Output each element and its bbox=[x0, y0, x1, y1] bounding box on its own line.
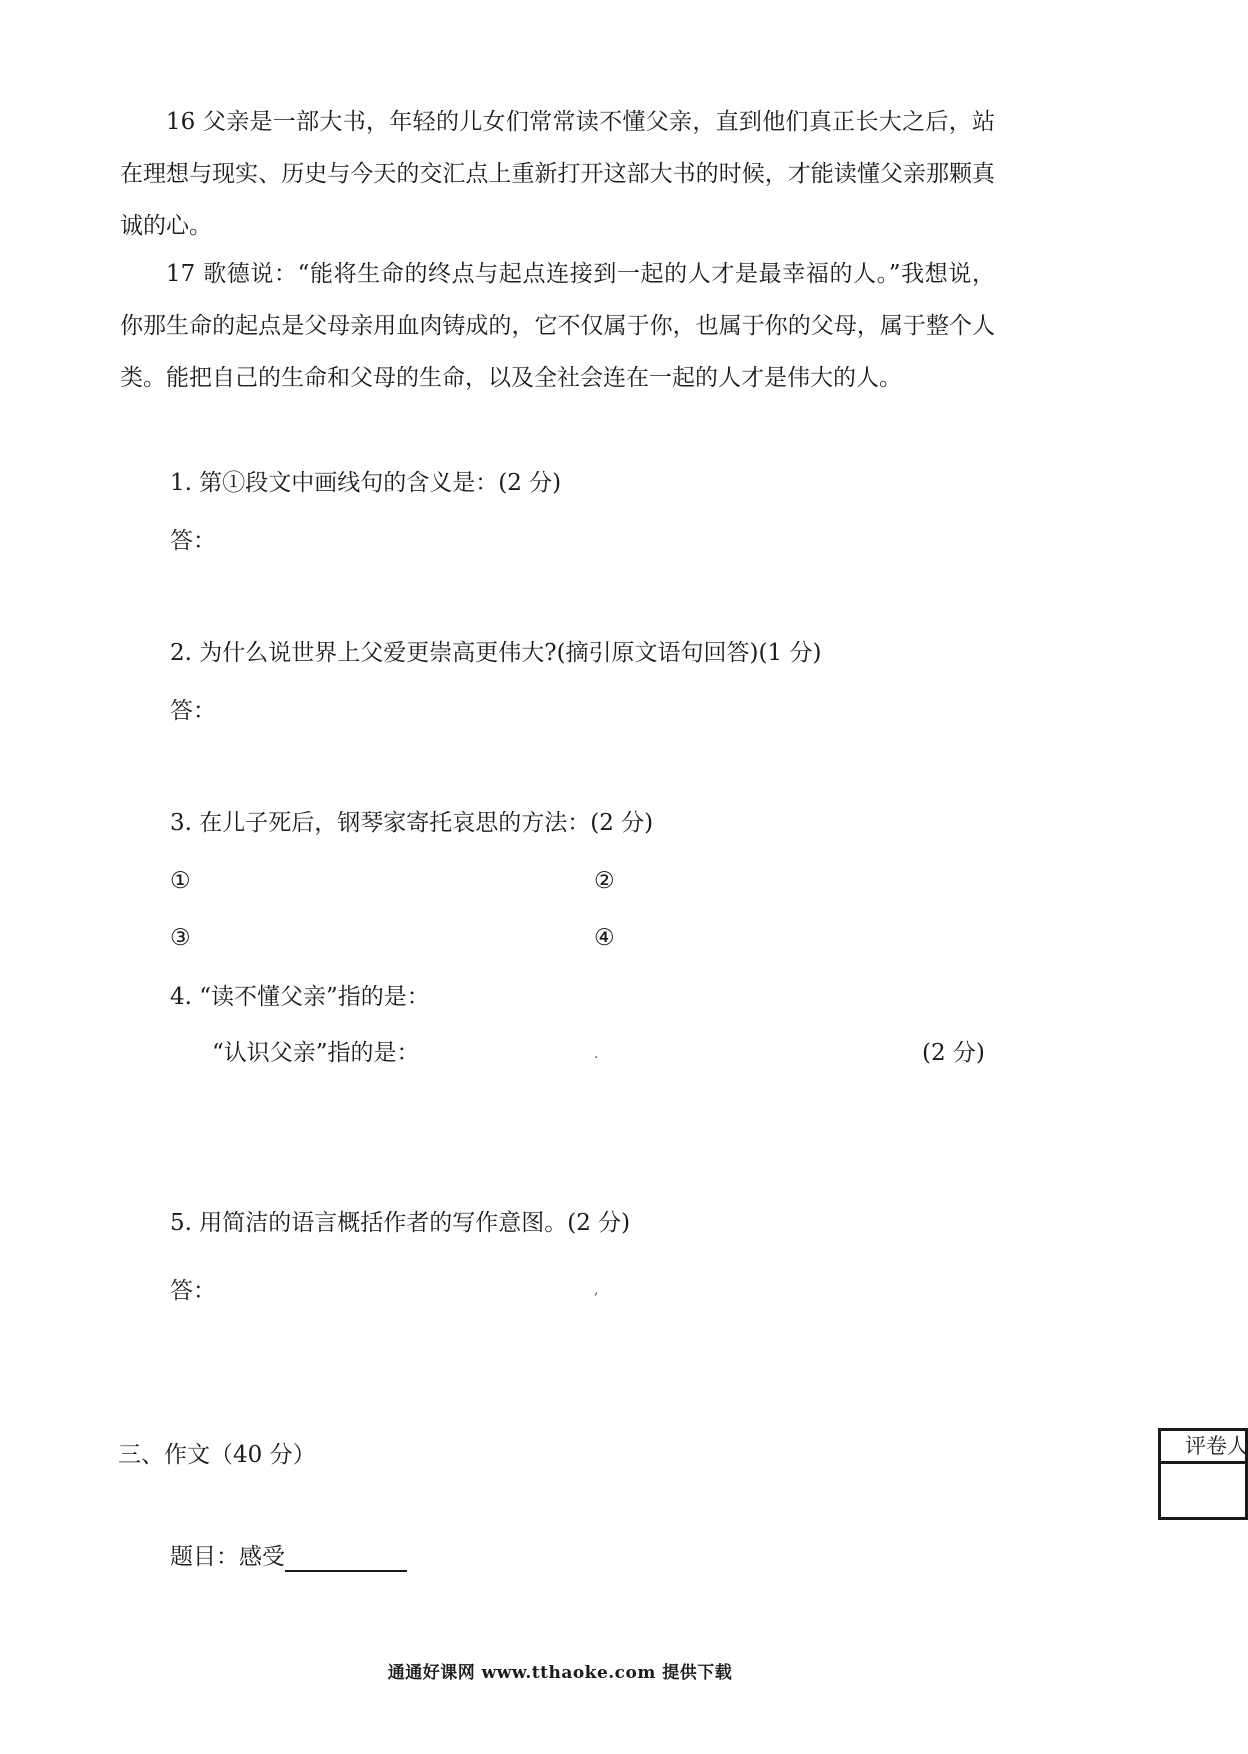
composition-heading: 三、作文（40 分） bbox=[118, 1442, 316, 1468]
question-2: 2. 为什么说世界上父爱更崇高更伟大?(摘引原文语句回答)(1 分) bbox=[170, 640, 822, 666]
question-2-answer-label: 答： bbox=[170, 698, 216, 724]
question-5: 5. 用简洁的语言概括作者的写作意图。(2 分) bbox=[170, 1210, 631, 1236]
composition-title-label: 题目：感受 bbox=[170, 1544, 285, 1570]
grader-box-divider bbox=[1158, 1461, 1248, 1464]
question-3-item-1: ① bbox=[170, 868, 191, 894]
question-1-answer-label: 答： bbox=[170, 528, 216, 554]
question-4-score: (2 分) bbox=[922, 1040, 985, 1066]
question-3-item-2: ② bbox=[594, 868, 615, 894]
question-3-item-4: ④ bbox=[594, 925, 615, 951]
question-1: 1. 第①段文中画线句的含义是：(2 分) bbox=[170, 470, 562, 496]
footer-source: 通通好课网 www.tthaoke.com 提供下载 bbox=[387, 1663, 733, 1683]
grader-label: 评卷人 bbox=[1185, 1434, 1248, 1458]
question-4-line-1: 4. “读不懂父亲”指的是： bbox=[170, 984, 430, 1010]
question-5-answer-label: 答： bbox=[170, 1278, 216, 1304]
question-4-line-2: “认识父亲”指的是： bbox=[212, 1040, 420, 1066]
composition-title-blank[interactable] bbox=[285, 1546, 407, 1572]
question-3: 3. 在儿子死后，钢琴家寄托哀思的方法：(2 分) bbox=[170, 810, 654, 836]
stray-mark: . bbox=[594, 1046, 599, 1062]
question-3-item-3: ③ bbox=[170, 925, 191, 951]
paragraph-17: 17 歌德说：“能将生命的终点与起点连接到一起的人才是最幸福的人。”我想说，你那生命的起点是父母亲用血肉铸成的，它不仅属于你，也属于你的父母，属于整个人类。能把自己的生命和父母的生命，以及全社会连在一起的人才是伟大的人。 bbox=[120, 261, 995, 391]
paragraph-16: 16 父亲是一部大书，年轻的儿女们常常读不懂父亲，直到他们真正长大之后，站在理想与现实、历史与今天的交汇点上重新打开这部大书的时候，才能读懂父亲那颗真诚的心。 bbox=[120, 109, 995, 239]
composition-title bbox=[170, 1542, 407, 1572]
stray-mark: , bbox=[594, 1282, 599, 1298]
